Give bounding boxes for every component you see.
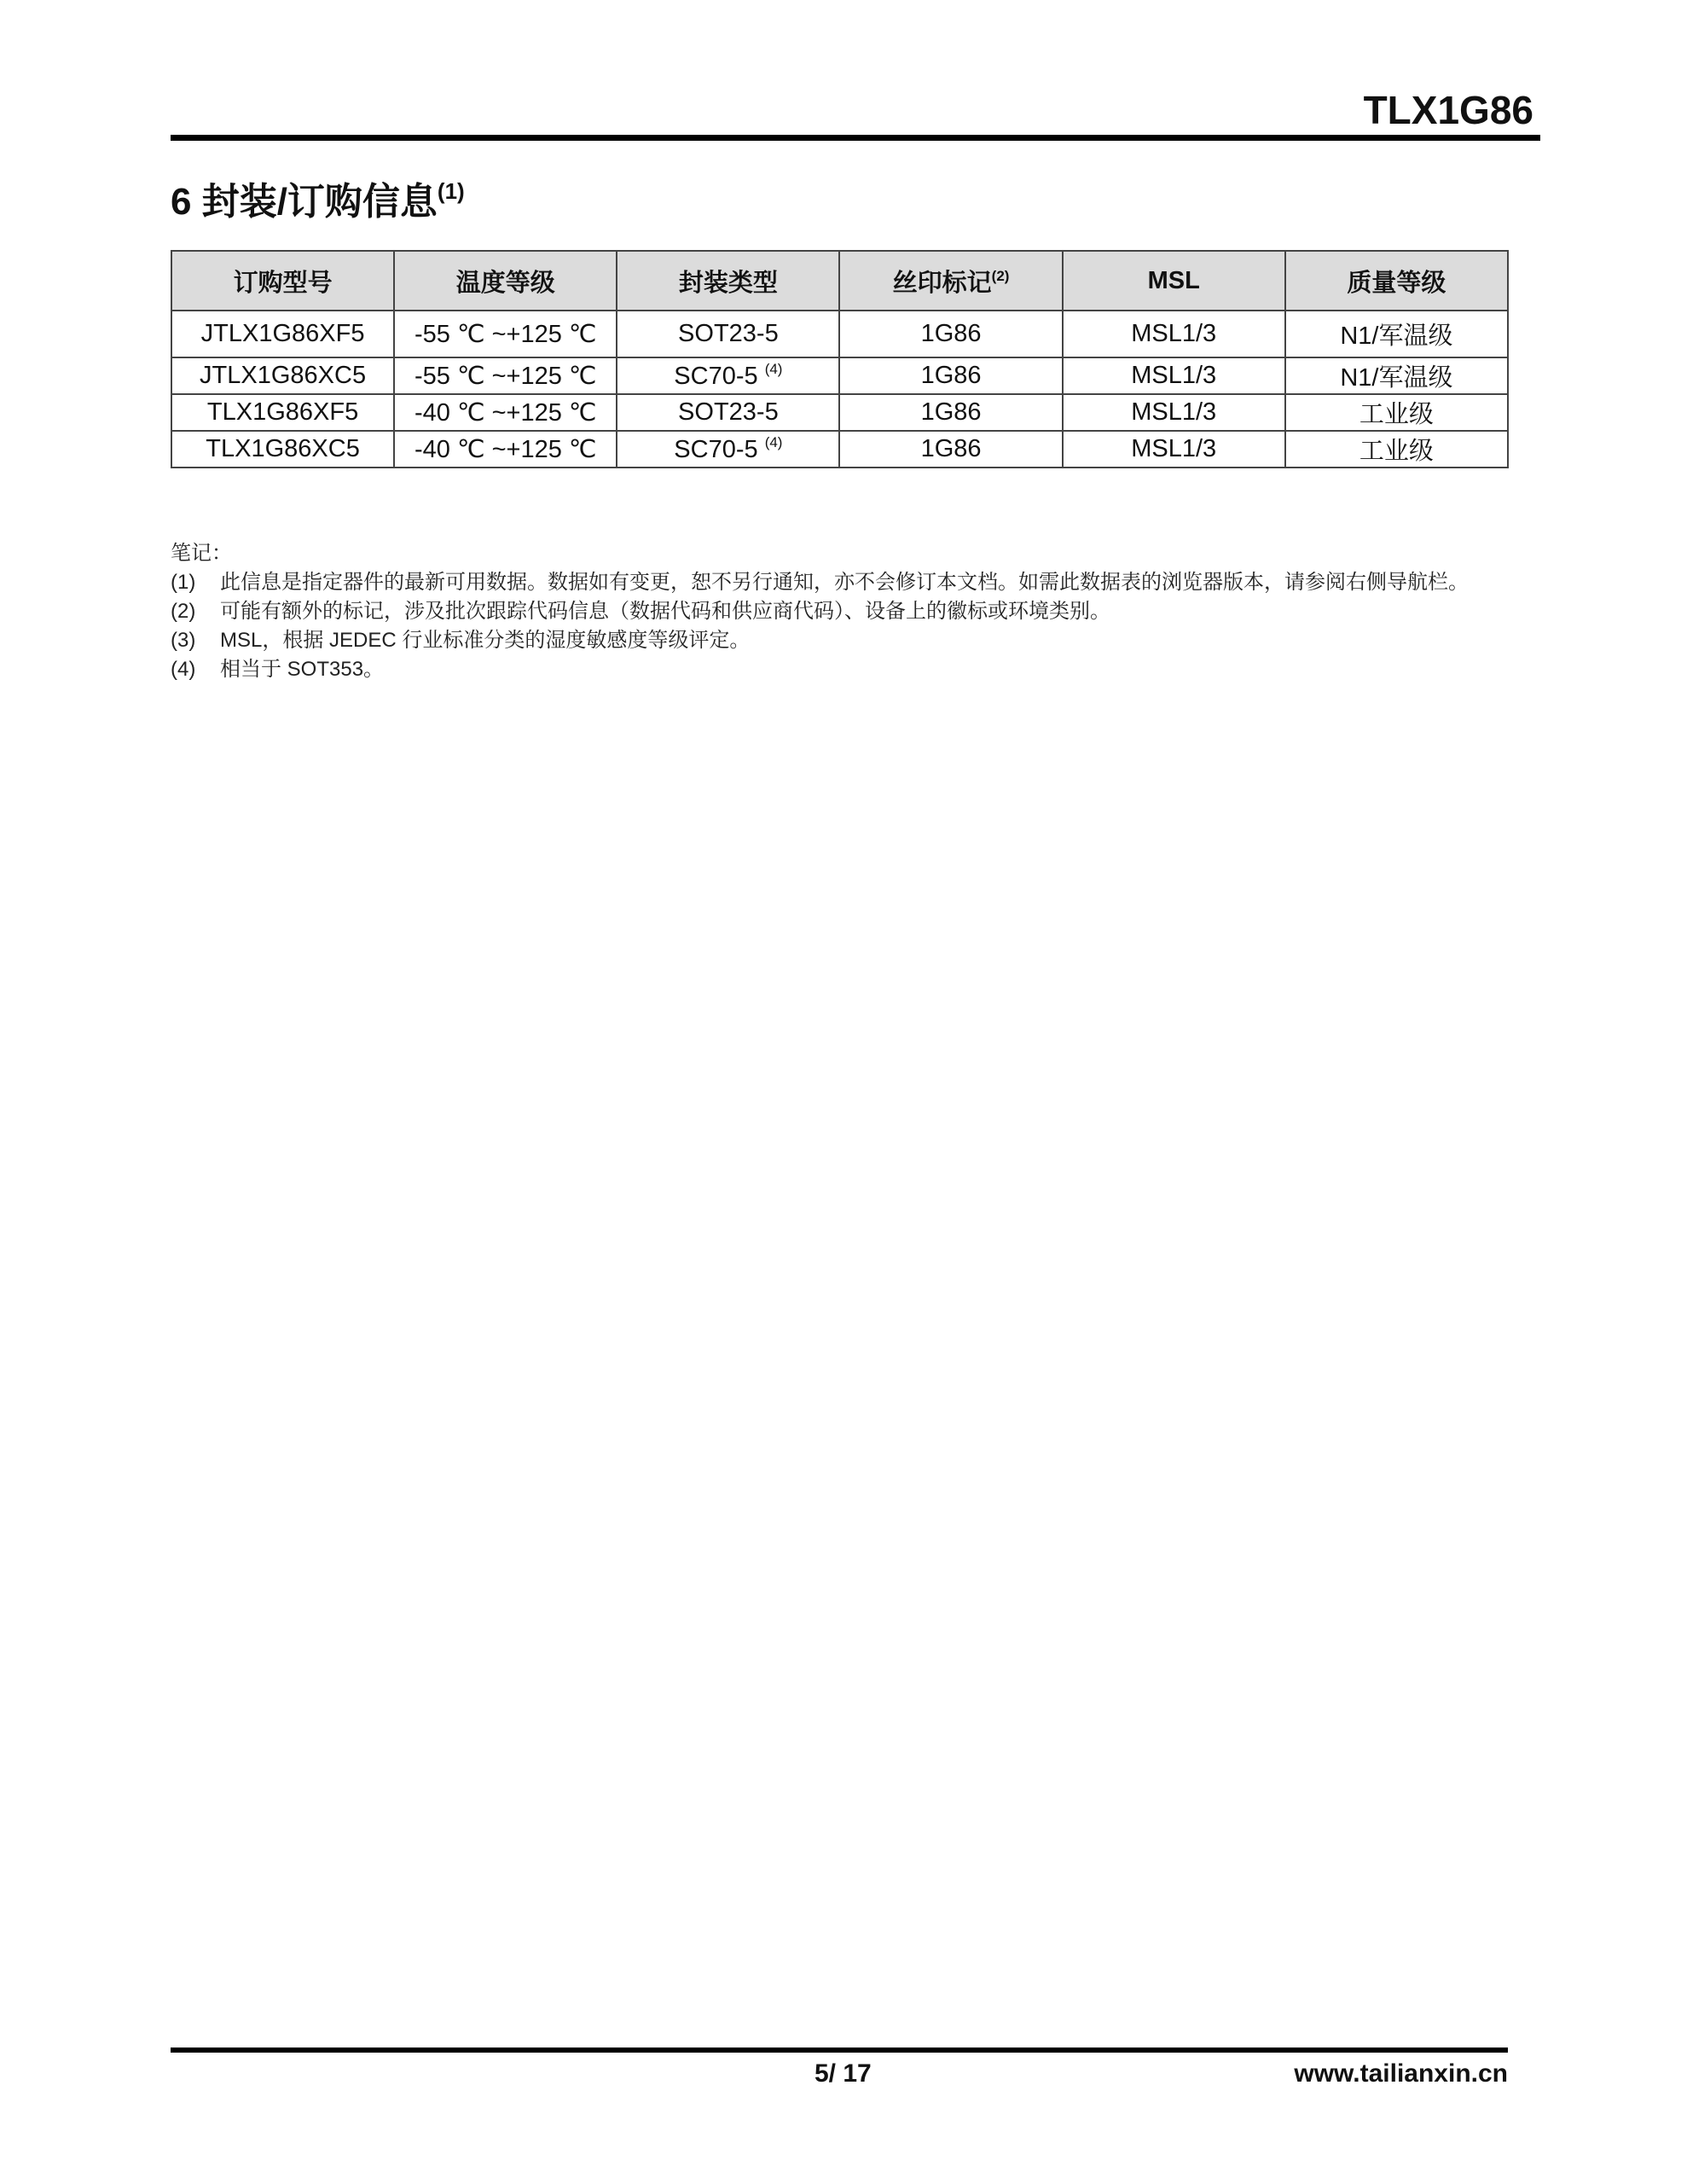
cell-temperature: -40 ℃ ~+125 ℃ <box>394 394 617 431</box>
cell-quality-grade: 工业级 <box>1285 431 1508 468</box>
note-text: 此信息是指定器件的最新可用数据。数据如有变更，恕不另行通知，亦不会修订本文档。如需此数据表的浏览器版本，请参阅右侧导航栏。 <box>220 571 1469 594</box>
cell-package <box>617 357 839 394</box>
header-package: 封装类型 <box>617 251 839 311</box>
note-number: (2) <box>171 600 196 623</box>
footer-rule <box>171 2048 1508 2053</box>
cell-package-text: SC70-5 <box>674 363 758 390</box>
note-item <box>171 568 1514 597</box>
document-title: TLX1G86 <box>1363 88 1533 132</box>
cell-part-number: TLX1G86XC5 <box>171 431 394 468</box>
table-row <box>171 357 1508 394</box>
header-part-number: 订购型号 <box>171 251 394 311</box>
cell-msl: MSL1/3 <box>1063 431 1285 468</box>
note-text: 相当于 SOT353。 <box>220 658 385 681</box>
cell-msl: MSL1/3 <box>1063 357 1285 394</box>
header-marking-footnote: (2) <box>991 267 1010 284</box>
section-title-footnote: (1) <box>437 178 465 204</box>
cell-package <box>617 394 839 431</box>
website-link[interactable]: www.tailianxin.cn <box>1294 2059 1508 2088</box>
page-number: 5/ 17 <box>815 2059 872 2088</box>
cell-package-footnote: (4) <box>764 434 783 450</box>
cell-quality-grade: N1/军温级 <box>1285 311 1508 357</box>
cell-package <box>617 311 839 357</box>
cell-temperature: -40 ℃ ~+125 ℃ <box>394 431 617 468</box>
table-row <box>171 431 1508 468</box>
note-number: (3) <box>171 629 196 652</box>
cell-marking: 1G86 <box>839 311 1062 357</box>
note-number: (4) <box>171 658 196 681</box>
table-row <box>171 311 1508 357</box>
notes-section <box>171 539 1514 684</box>
header-temperature: 温度等级 <box>394 251 617 311</box>
cell-package <box>617 431 839 468</box>
note-item <box>171 655 1514 684</box>
table-header-row <box>171 251 1508 311</box>
section-title <box>171 171 465 225</box>
section-title-text: 6 封装/订购信息 <box>171 181 438 223</box>
cell-temperature: -55 ℃ ~+125 ℃ <box>394 357 617 394</box>
cell-part-number: TLX1G86XF5 <box>171 394 394 431</box>
header-marking-text: 丝印标记 <box>892 269 992 297</box>
cell-temperature: -55 ℃ ~+125 ℃ <box>394 311 617 357</box>
note-item <box>171 597 1514 626</box>
cell-package-footnote: (4) <box>764 361 783 377</box>
cell-quality-grade: N1/军温级 <box>1285 357 1508 394</box>
note-item <box>171 626 1514 655</box>
cell-package-text: SOT23-5 <box>678 320 779 347</box>
cell-quality-grade: 工业级 <box>1285 394 1508 431</box>
header-marking <box>839 251 1062 311</box>
cell-package-text: SOT23-5 <box>678 398 779 426</box>
cell-part-number: JTLX1G86XC5 <box>171 357 394 394</box>
header-msl: MSL <box>1063 251 1285 311</box>
header-quality-grade: 质量等级 <box>1285 251 1508 311</box>
note-number: (1) <box>171 571 196 594</box>
cell-msl: MSL1/3 <box>1063 311 1285 357</box>
cell-marking: 1G86 <box>839 357 1062 394</box>
cell-package-text: SC70-5 <box>674 436 758 463</box>
cell-msl: MSL1/3 <box>1063 394 1285 431</box>
note-text: 可能有额外的标记，涉及批次跟踪代码信息（数据代码和供应商代码）、设备上的徽标或环境类别。 <box>220 600 1110 623</box>
ordering-table <box>171 250 1509 468</box>
cell-marking: 1G86 <box>839 394 1062 431</box>
table-row <box>171 394 1508 431</box>
notes-heading: 笔记： <box>171 542 232 565</box>
cell-part-number: JTLX1G86XF5 <box>171 311 394 357</box>
note-text: MSL，根据 JEDEC 行业标准分类的湿度敏感度等级评定。 <box>220 629 751 652</box>
header-rule <box>171 135 1540 141</box>
cell-marking: 1G86 <box>839 431 1062 468</box>
